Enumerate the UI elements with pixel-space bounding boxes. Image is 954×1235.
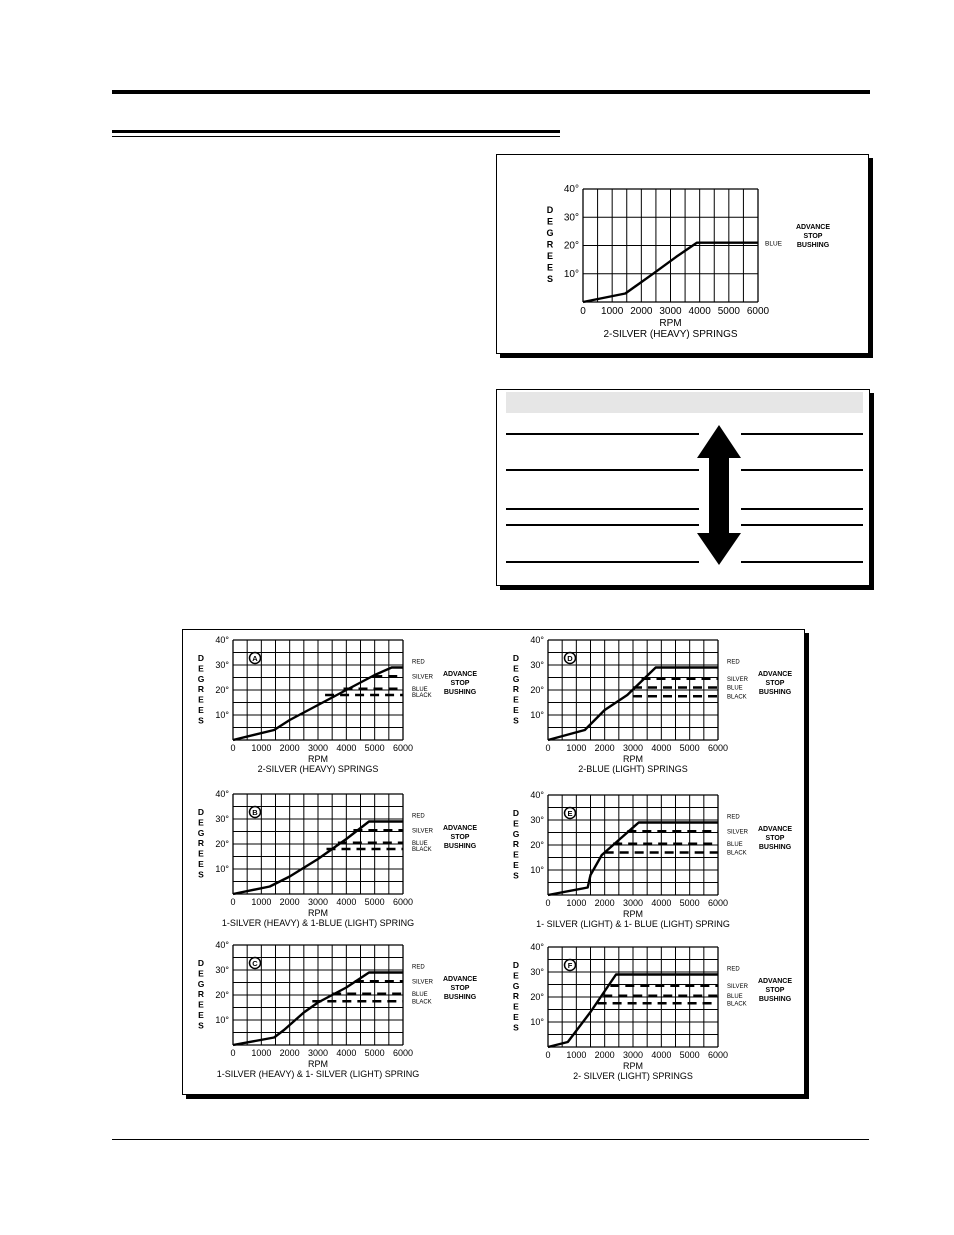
y-tick-label: 20° xyxy=(215,839,229,849)
y-axis-label-letter: S xyxy=(546,274,554,284)
y-axis-label-letter: D xyxy=(512,808,520,818)
x-tick-label: 2000 xyxy=(594,1050,615,1060)
x-axis-label: RPM xyxy=(623,754,643,764)
x-tick-label: 1000 xyxy=(251,1048,272,1058)
series-label-black: BLACK xyxy=(727,1001,747,1008)
bushing-title-line: BUSHING xyxy=(443,689,477,696)
y-axis-label-letter: E xyxy=(513,970,519,981)
chart-caption: 2- SILVER (LIGHT) SPRINGS xyxy=(573,1071,693,1081)
y-tick-label: 20° xyxy=(215,685,229,695)
y-axis-label-letter: E xyxy=(513,705,519,715)
series-label-silver: SILVER xyxy=(412,828,433,835)
series-label-silver: SILVER xyxy=(727,829,748,836)
chart-c xyxy=(198,940,478,1079)
x-tick-label: 2000 xyxy=(279,897,300,907)
y-axis-label-letter: S xyxy=(198,715,204,726)
y-tick-label: 40° xyxy=(215,789,229,799)
x-tick-label: 2000 xyxy=(594,743,615,753)
bushing-title-line: ADVANCE xyxy=(757,826,793,833)
y-axis-label-letter: G xyxy=(197,673,205,684)
x-tick-label: 1000 xyxy=(566,1050,587,1060)
x-axis-label: RPM xyxy=(659,318,682,329)
series-label-blue: BLUE xyxy=(412,840,428,847)
x-tick-label: 3000 xyxy=(622,898,644,908)
chart-d xyxy=(513,635,793,774)
x-tick-label: 6000 xyxy=(392,897,414,907)
chart-a xyxy=(198,635,478,774)
bushing-title-line: ADVANCE xyxy=(442,825,478,832)
x-tick-label: 0 xyxy=(230,1048,236,1058)
y-axis-label-letter: R xyxy=(197,838,205,849)
y-axis-label-letter: E xyxy=(198,694,204,705)
y-axis-label-letter: R xyxy=(512,684,520,695)
y-axis-label-letter: E xyxy=(513,694,519,705)
y-axis-label-letter: E xyxy=(513,1001,519,1012)
x-tick-label: 5000 xyxy=(364,743,385,753)
chart-id-label: B xyxy=(252,808,258,817)
x-tick-label: 1000 xyxy=(566,898,587,908)
x-axis-label: RPM xyxy=(623,909,643,919)
bushing-title-line: BUSHING xyxy=(758,996,792,1003)
chart-id-label: E xyxy=(567,809,573,818)
y-axis-label-letter: R xyxy=(512,839,520,850)
x-tick-label: 5000 xyxy=(364,1048,385,1058)
y-axis-label-letter: E xyxy=(546,216,554,227)
y-tick-label: 30° xyxy=(530,815,544,825)
x-tick-label: 2000 xyxy=(279,1048,300,1058)
chart-caption: 1-SILVER (HEAVY) & 1- SILVER (LIGHT) SPRING xyxy=(216,1069,420,1079)
chart-top xyxy=(546,184,830,340)
x-axis-label: RPM xyxy=(308,754,328,764)
y-axis-label-letter: E xyxy=(513,818,519,829)
y-axis-label-letter: G xyxy=(197,978,205,989)
x-tick-label: 6000 xyxy=(707,1050,729,1060)
x-tick-label: 0 xyxy=(545,1050,551,1060)
y-tick-label: 30° xyxy=(215,965,229,975)
y-axis-label-letter: E xyxy=(546,262,554,273)
y-axis-label-letter: D xyxy=(512,653,520,663)
x-tick-label: 0 xyxy=(545,898,551,908)
series-label-red: RED xyxy=(412,813,425,820)
bushing-title-line: BUSHING xyxy=(758,844,792,851)
x-tick-label: 5000 xyxy=(679,743,700,753)
series-label-silver: SILVER xyxy=(727,676,748,683)
series-label-blue: BLUE xyxy=(727,841,743,848)
series-label-blue: BLUE xyxy=(727,685,743,692)
series-label-blue: BLUE xyxy=(412,991,428,998)
chart-id-label: D xyxy=(567,654,573,663)
x-tick-label: 6000 xyxy=(746,306,770,317)
y-axis-label-letter: E xyxy=(198,859,204,869)
series-label-black: BLACK xyxy=(412,999,432,1006)
y-axis-label-letter: D xyxy=(197,653,205,663)
y-axis-label-letter: G xyxy=(512,673,520,684)
y-tick-label: 20° xyxy=(530,685,544,695)
y-axis-label-letter: E xyxy=(513,860,519,870)
x-tick-label: 0 xyxy=(545,743,551,753)
x-tick-label: 3000 xyxy=(307,1048,329,1058)
y-axis-label-letter: R xyxy=(197,989,205,1000)
series-label-black: BLACK xyxy=(727,694,747,701)
y-tick-label: 10° xyxy=(215,710,229,720)
y-tick-label: 10° xyxy=(563,268,579,280)
x-tick-label: 2000 xyxy=(279,743,300,753)
bushing-title-line: ADVANCE xyxy=(442,976,478,983)
y-axis-label-letter: E xyxy=(198,817,204,828)
bushing-title-line: STOP xyxy=(450,985,470,992)
y-axis-label-letter: E xyxy=(198,1010,204,1020)
bushing-title-line: ADVANCE xyxy=(757,978,793,985)
bushing-title-line: ADVANCE xyxy=(442,671,478,678)
chart-caption: 1- SILVER (LIGHT) & 1- BLUE (LIGHT) SPRING xyxy=(536,919,730,929)
y-tick-label: 10° xyxy=(530,1017,544,1027)
series-label-blue: BLUE xyxy=(765,240,782,248)
bushing-title-line: BUSHING xyxy=(758,689,792,696)
series-label-silver: SILVER xyxy=(412,979,433,986)
x-tick-label: 0 xyxy=(230,743,236,753)
x-tick-label: 0 xyxy=(580,306,586,317)
y-axis-label-letter: D xyxy=(512,960,520,970)
y-tick-label: 30° xyxy=(563,212,579,224)
x-tick-label: 4000 xyxy=(336,743,357,753)
y-axis-label-letter: D xyxy=(546,205,554,215)
x-tick-label: 6000 xyxy=(392,743,414,753)
chart-b xyxy=(198,789,478,928)
chart-id-label: F xyxy=(567,961,573,970)
chart-caption: 2-SILVER (HEAVY) SPRINGS xyxy=(603,329,738,340)
y-axis-label-letter: E xyxy=(513,1012,519,1022)
bushing-title-line: STOP xyxy=(803,233,823,240)
y-axis-label-letter: E xyxy=(198,705,204,715)
y-axis-label-letter: G xyxy=(512,980,520,991)
x-tick-label: 1000 xyxy=(251,897,272,907)
y-tick-label: 30° xyxy=(530,660,544,670)
y-axis-label-letter: S xyxy=(198,869,204,880)
y-axis-label-letter: E xyxy=(198,848,204,859)
x-tick-label: 5000 xyxy=(679,898,700,908)
x-tick-label: 4000 xyxy=(336,1048,357,1058)
series-label-red: RED xyxy=(727,966,740,973)
x-tick-label: 4000 xyxy=(688,306,711,317)
chart-caption: 2-SILVER (HEAVY) SPRINGS xyxy=(257,764,379,774)
y-tick-label: 20° xyxy=(215,990,229,1000)
x-tick-label: 6000 xyxy=(392,1048,414,1058)
y-axis-label-letter: D xyxy=(197,958,205,968)
x-tick-label: 3000 xyxy=(659,306,682,317)
y-axis-label-letter: D xyxy=(197,807,205,817)
x-tick-label: 2000 xyxy=(594,898,615,908)
series-label-red: RED xyxy=(412,964,425,971)
y-axis-label-letter: S xyxy=(198,1020,204,1031)
y-tick-label: 40° xyxy=(563,184,579,195)
y-tick-label: 40° xyxy=(530,635,544,645)
bushing-title-line: BUSHING xyxy=(443,843,477,850)
y-axis-label-letter: G xyxy=(512,828,520,839)
x-tick-label: 2000 xyxy=(630,306,653,317)
x-tick-label: 5000 xyxy=(717,306,740,317)
series-label-black: BLACK xyxy=(412,693,432,699)
y-axis-label-letter: S xyxy=(513,870,519,881)
chart-f xyxy=(513,942,793,1081)
x-tick-label: 5000 xyxy=(364,897,385,907)
bushing-title-line: STOP xyxy=(450,680,470,687)
x-axis-label: RPM xyxy=(308,908,328,918)
bushing-title-line: BUSHING xyxy=(443,994,477,1001)
x-tick-label: 4000 xyxy=(651,898,672,908)
y-tick-label: 10° xyxy=(530,710,544,720)
series-label-red: RED xyxy=(727,659,740,666)
series-label-black: BLACK xyxy=(727,850,747,857)
y-tick-label: 20° xyxy=(530,992,544,1002)
x-axis-label: RPM xyxy=(308,1059,328,1069)
series-label-red: RED xyxy=(727,814,740,821)
y-tick-label: 40° xyxy=(530,942,544,952)
y-axis-label-letter: E xyxy=(198,999,204,1010)
chart-caption: 2-BLUE (LIGHT) SPRINGS xyxy=(578,764,688,774)
y-tick-label: 30° xyxy=(530,967,544,977)
bushing-title-line: STOP xyxy=(765,680,785,687)
series-label-blue: BLUE xyxy=(412,686,428,693)
x-tick-label: 1000 xyxy=(251,743,272,753)
y-tick-label: 10° xyxy=(530,865,544,875)
chart-caption: 1-SILVER (HEAVY) & 1-BLUE (LIGHT) SPRING xyxy=(221,918,415,928)
y-axis-label-letter: E xyxy=(513,849,519,860)
y-tick-label: 40° xyxy=(215,940,229,950)
x-axis-label: RPM xyxy=(623,1061,643,1071)
bushing-title-line: STOP xyxy=(765,835,785,842)
y-tick-label: 30° xyxy=(215,814,229,824)
series-label-red: RED xyxy=(412,659,425,666)
series-label-silver: SILVER xyxy=(412,674,433,681)
x-tick-label: 3000 xyxy=(622,743,644,753)
x-tick-label: 6000 xyxy=(707,898,729,908)
bushing-title-line: BUSHING xyxy=(796,242,830,249)
y-axis-label-letter: G xyxy=(197,827,205,838)
series-label-blue: BLUE xyxy=(727,993,743,1000)
y-axis-label-letter: R xyxy=(197,684,205,695)
y-tick-label: 10° xyxy=(215,1015,229,1025)
chart-e xyxy=(513,790,793,929)
y-axis-label-letter: E xyxy=(198,663,204,674)
y-tick-label: 40° xyxy=(215,635,229,645)
y-tick-label: 20° xyxy=(563,240,579,252)
y-tick-label: 10° xyxy=(215,864,229,874)
x-tick-label: 5000 xyxy=(679,1050,700,1060)
bushing-title-line: STOP xyxy=(765,987,785,994)
x-tick-label: 4000 xyxy=(651,1050,672,1060)
y-tick-label: 40° xyxy=(530,790,544,800)
y-axis-label-letter: E xyxy=(513,663,519,674)
series-label-black: BLACK xyxy=(412,847,432,853)
chart-id-label: C xyxy=(252,959,258,968)
series-label-silver: SILVER xyxy=(727,983,748,990)
y-axis-label-letter: S xyxy=(513,715,519,726)
x-tick-label: 4000 xyxy=(651,743,672,753)
y-axis-label-letter: R xyxy=(512,991,520,1002)
x-tick-label: 1000 xyxy=(601,306,624,317)
y-tick-label: 30° xyxy=(215,660,229,670)
x-tick-label: 0 xyxy=(230,897,236,907)
x-tick-label: 6000 xyxy=(707,743,729,753)
y-axis-label-letter: R xyxy=(546,239,554,250)
x-tick-label: 3000 xyxy=(622,1050,644,1060)
x-tick-label: 3000 xyxy=(307,897,329,907)
x-tick-label: 1000 xyxy=(566,743,587,753)
y-axis-label-letter: E xyxy=(546,251,554,261)
bushing-title-line: ADVANCE xyxy=(757,671,793,678)
y-axis-label-letter: G xyxy=(546,228,554,238)
y-axis-label-letter: S xyxy=(513,1022,519,1033)
bushing-title-line: STOP xyxy=(450,834,470,841)
y-tick-label: 20° xyxy=(530,840,544,850)
x-tick-label: 3000 xyxy=(307,743,329,753)
y-axis-label-letter: E xyxy=(198,968,204,979)
x-tick-label: 4000 xyxy=(336,897,357,907)
chart-id-label: A xyxy=(252,654,258,663)
bushing-title-line: ADVANCE xyxy=(795,224,831,231)
